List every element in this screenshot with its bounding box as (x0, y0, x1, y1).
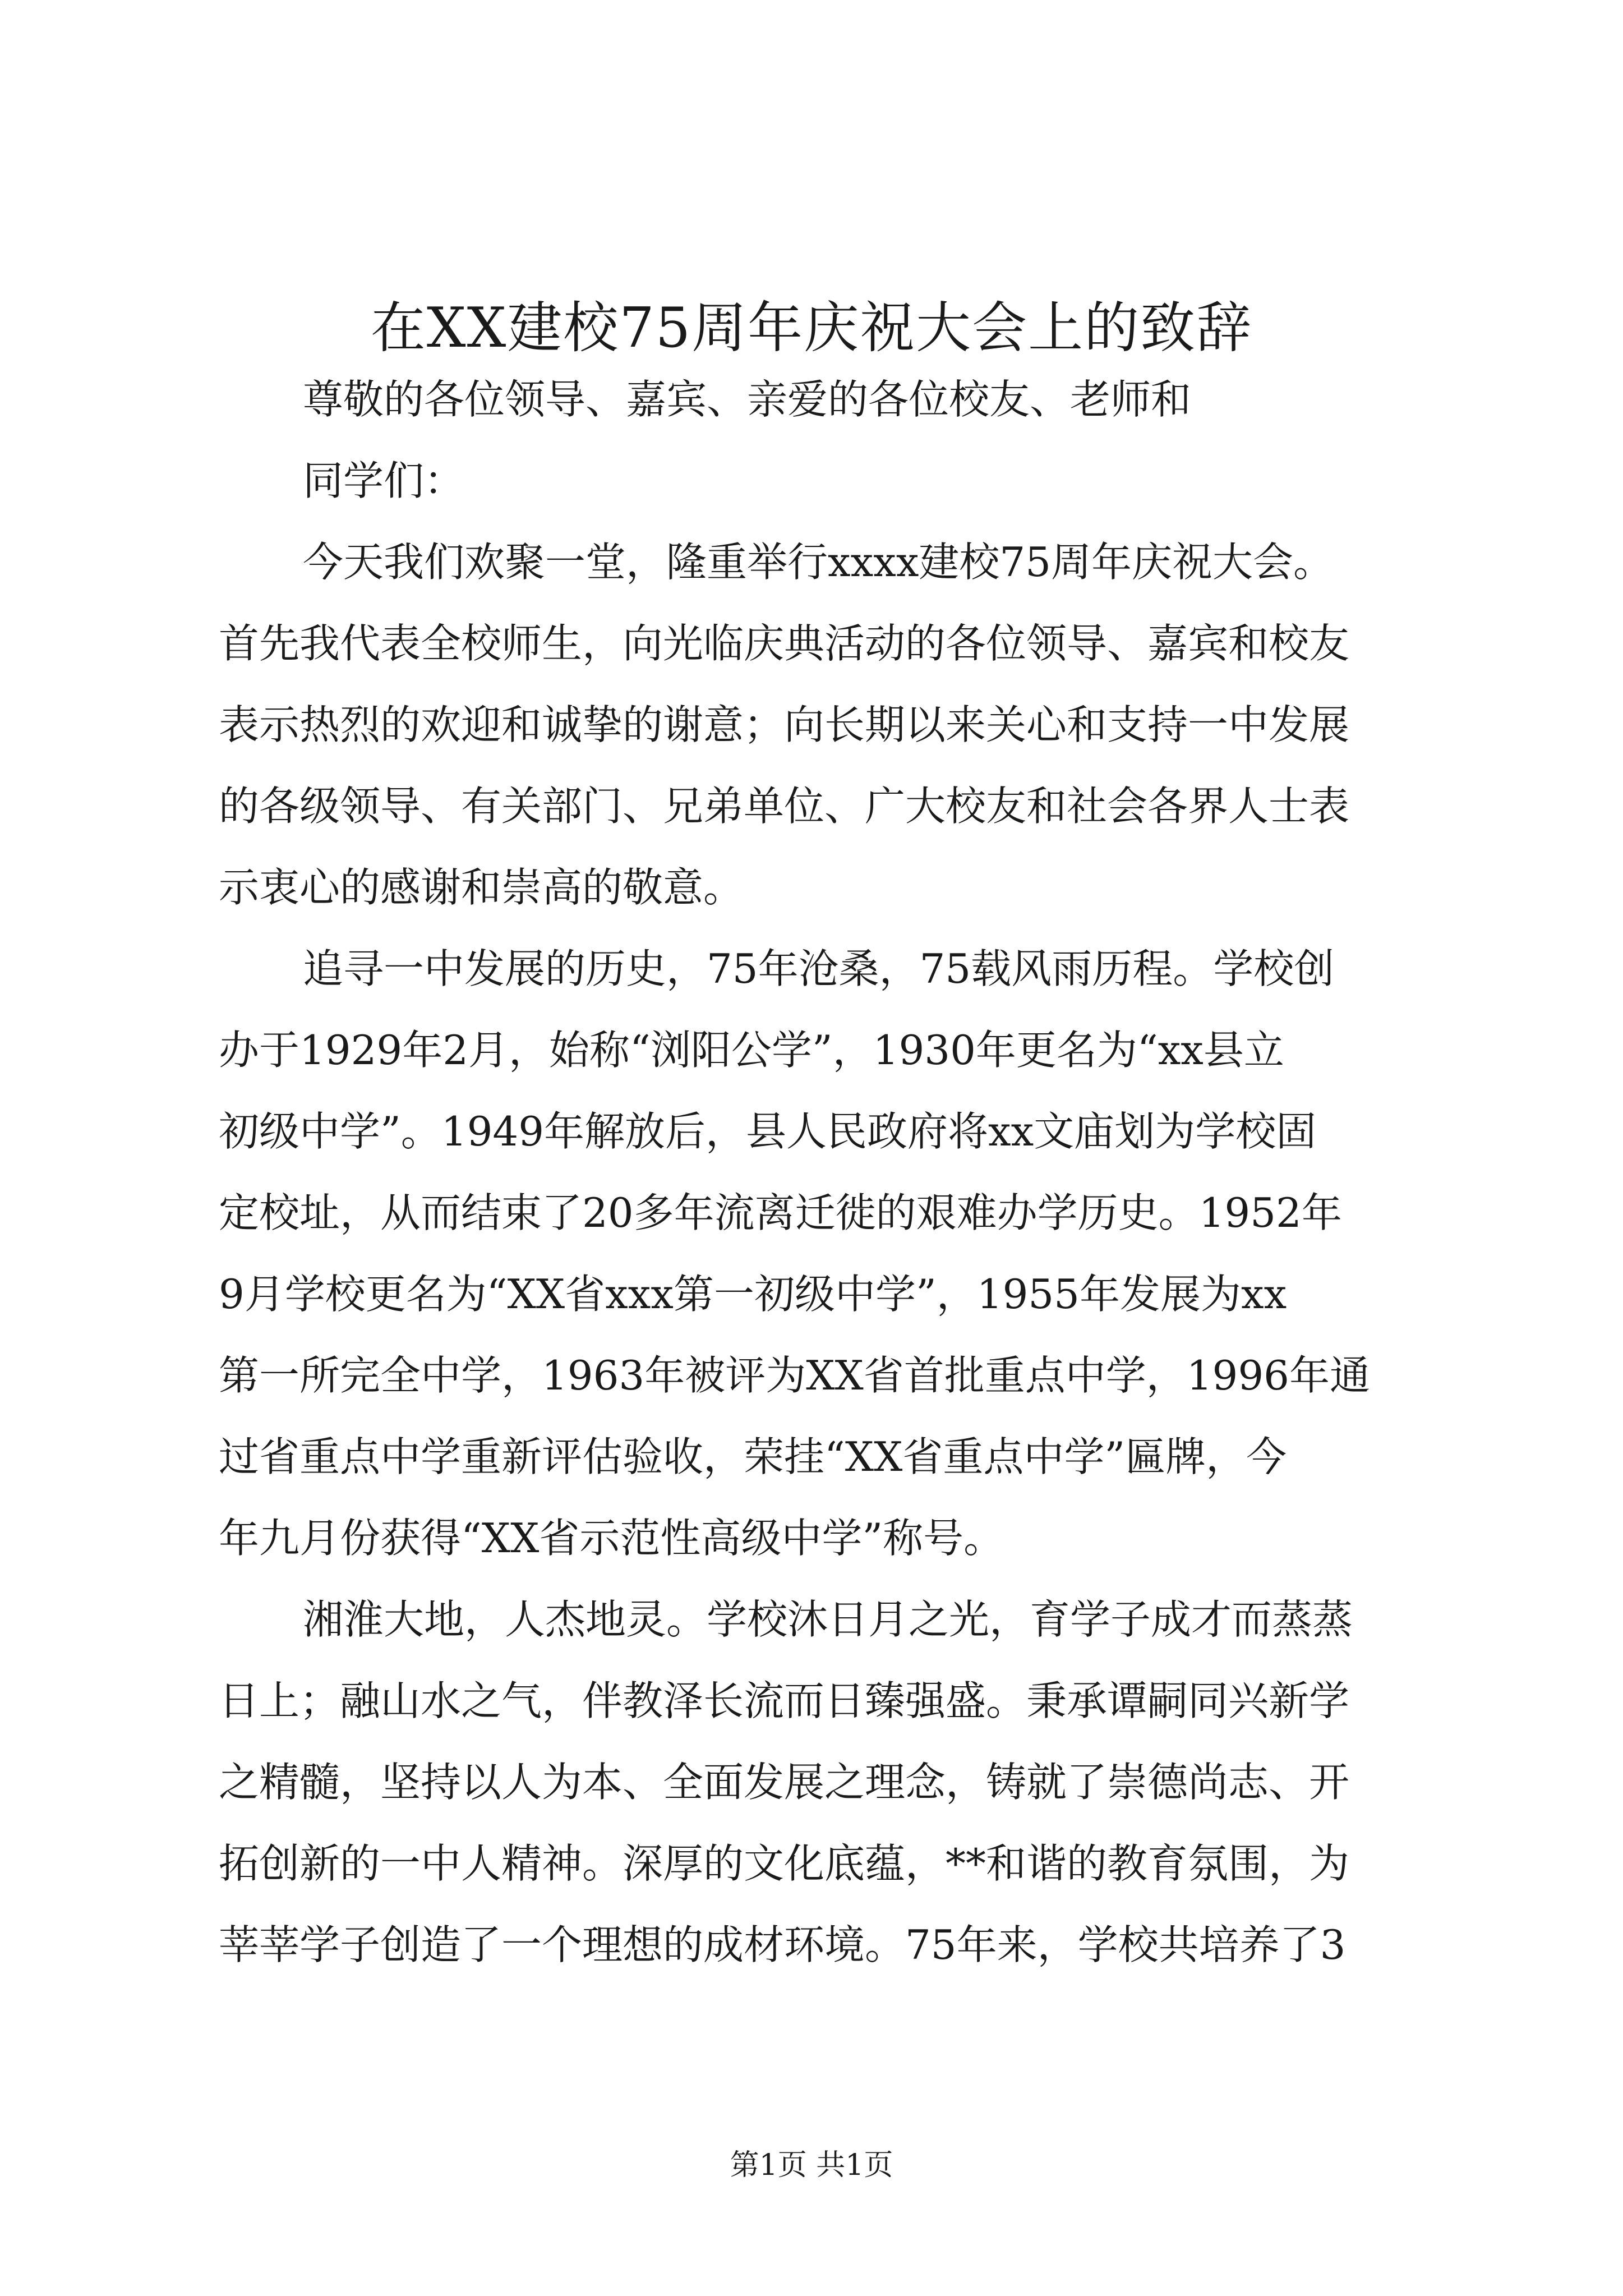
salutation-line-2: 同学们： (303, 457, 465, 504)
paragraph-3-line-3: 之精髓，坚持以人为本、全面发展之理念，铸就了崇德尚志、开 (219, 1759, 1350, 1806)
paragraph-1-line-4: 的各级领导、有关部门、兄弟单位、广大校友和社会各界人士表 (219, 783, 1350, 830)
paragraph-2-line-1: 追寻一中发展的历史，75年沧桑，75载风雨历程。学校创 (303, 945, 1335, 992)
paragraph-2-line-3: 初级中学”。1949年解放后，县人民政府将xx文庙划为学校固 (219, 1108, 1317, 1155)
paragraph-3-line-4: 拓创新的一中人精神。深厚的文化底蕴，**和谐的教育氛围，为 (219, 1840, 1350, 1887)
paragraph-2-line-5: 9月学校更名为“XX省xxx第一初级中学”，1955年发展为xx (219, 1271, 1287, 1318)
paragraph-2-line-4: 定校址，从而结束了20多年流离迁徙的艰难办学历史。1952年 (219, 1189, 1342, 1236)
paragraph-1-line-3: 表示热烈的欢迎和诚挚的谢意；向长期以来关心和支持一中发展 (219, 701, 1350, 748)
paragraph-2-line-2: 办于1929年2月，始称“浏阳公学”，1930年更名为“xx县立 (219, 1027, 1284, 1074)
paragraph-3-line-1: 湘淮大地，人杰地灵。学校沐日月之光，育学子成才而蒸蒸 (303, 1596, 1353, 1643)
paragraph-1-line-5: 示衷心的感谢和崇高的敬意。 (219, 864, 744, 911)
paragraph-3-line-5: 莘莘学子创造了一个理想的成材环境。75年来，学校共培养了3 (219, 1921, 1346, 1968)
document-title: 在XX建校75周年庆祝大会上的致辞 (370, 296, 1253, 360)
paragraph-1-line-2: 首先我代表全校师生，向光临庆典活动的各位领导、嘉宾和校友 (219, 620, 1350, 667)
paragraph-3-line-2: 日上；融山水之气，伴教泽长流而日臻强盛。秉承谭嗣同兴新学 (219, 1677, 1350, 1724)
document-body (219, 359, 1430, 1986)
paragraph-2-line-6: 第一所完全中学，1963年被评为XX省首批重点中学，1996年通 (219, 1352, 1370, 1399)
paragraph-2-line-8: 年九月份获得“XX省示范性高级中学”称号。 (219, 1515, 1004, 1562)
paragraph-2-line-7: 过省重点中学重新评估验收，荣挂“XX省重点中学”匾牌，今 (219, 1433, 1287, 1480)
paragraph-1-line-1: 今天我们欢聚一堂，隆重举行xxxx建校75周年庆祝大会。 (303, 539, 1334, 586)
page-footer: 第1页 共1页 (730, 2148, 893, 2182)
salutation-line-1: 尊敬的各位领导、嘉宾、亲爱的各位校友、老师和 (303, 376, 1192, 423)
